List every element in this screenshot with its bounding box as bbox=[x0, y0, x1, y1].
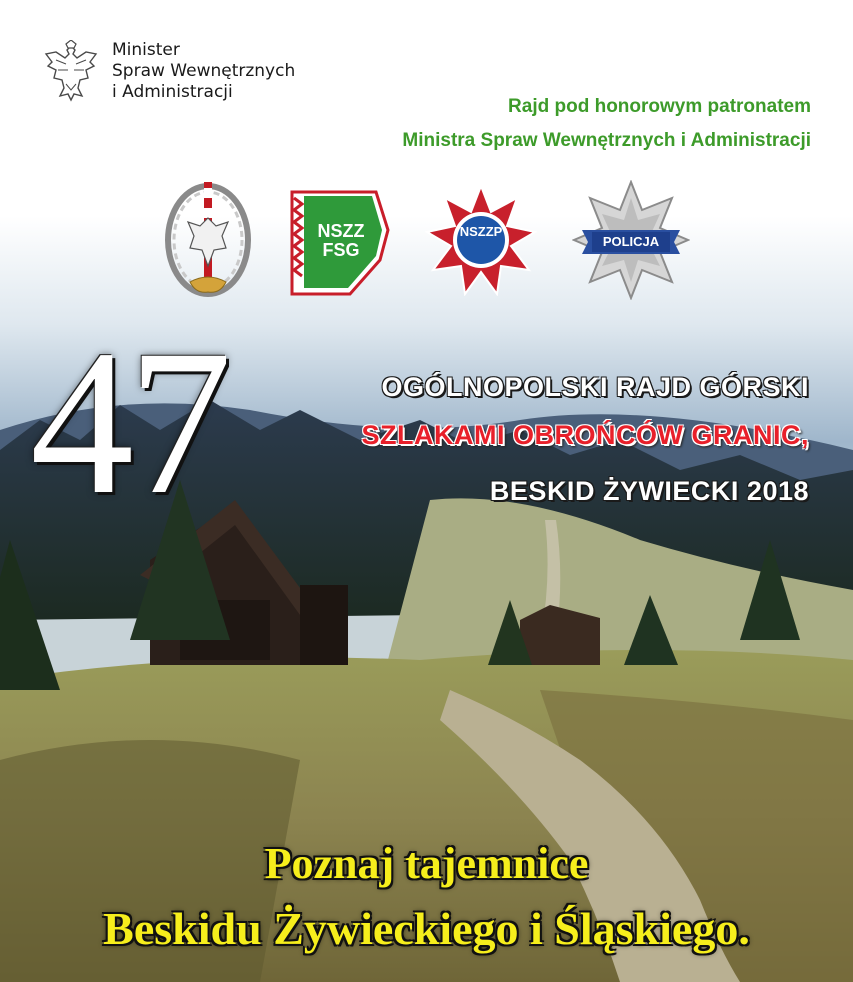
patronage-line-2: Ministra Spraw Wewnętrznych i Administracji bbox=[402, 130, 811, 151]
nszz-fsg-label: NSZZ FSG bbox=[317, 221, 365, 260]
ministry-line-1: Minister bbox=[112, 40, 180, 60]
slogan-line-1: Poznaj tajemnice bbox=[264, 839, 589, 888]
policja-badge bbox=[572, 180, 690, 300]
slogan-line-2: Beskidu Żywieckiego i Śląskiego. bbox=[103, 903, 750, 954]
patronage-line-1: Rajd pod honorowym patronatem bbox=[508, 96, 811, 117]
nszzp-label: NSZZP bbox=[459, 224, 503, 239]
event-title-line-3: BESKID ŻYWIECKI 2018 bbox=[489, 476, 809, 506]
policja-label: POLICJA bbox=[602, 234, 660, 249]
nszzp-logo bbox=[425, 184, 537, 296]
ministry-line-3: i Administracji bbox=[112, 82, 233, 102]
event-title-line-2: SZLAKAMI OBROŃCÓW GRANIC, bbox=[361, 420, 809, 450]
patronage-notice bbox=[402, 90, 811, 158]
border-guard-emblem-icon bbox=[160, 178, 256, 300]
polish-eagle-icon bbox=[42, 40, 100, 106]
ministry-logo bbox=[42, 40, 295, 106]
nszz-fsg-logo bbox=[290, 190, 390, 296]
edition-number: 47 bbox=[30, 307, 226, 537]
nszzp-star-icon bbox=[425, 184, 537, 296]
ministry-line-2: Spraw Wewnętrznych bbox=[112, 61, 296, 81]
event-title-line-1: OGÓLNOPOLSKI RAJD GÓRSKI bbox=[381, 372, 809, 402]
